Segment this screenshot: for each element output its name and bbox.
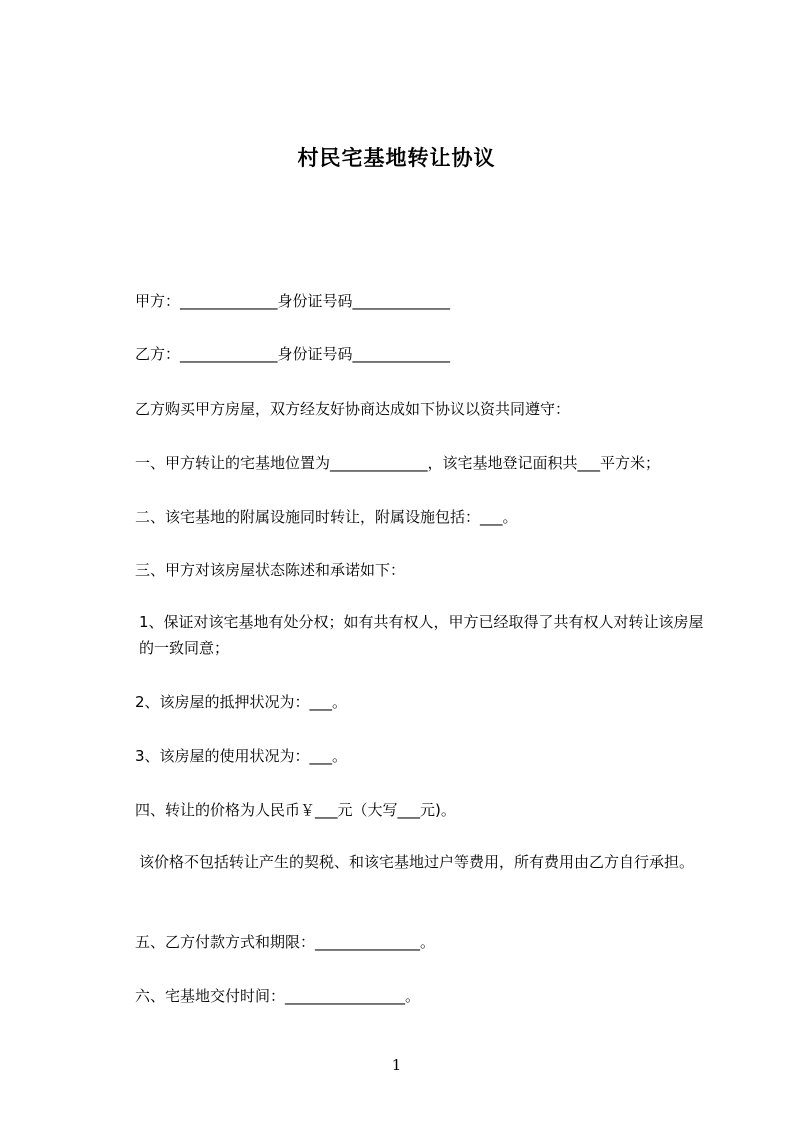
clause-5: 五、乙方付款方式和期限：______________。 <box>135 933 436 951</box>
clause-3-item-1-text: 1、保证对该宅基地有处分权；如有共有权人，甲方已经取得了共有权人对转让该房屋的一致同意； <box>139 613 704 657</box>
party-a-line: 甲方：_____________身份证号码_____________ <box>135 292 451 310</box>
price-note-text: 该价格不包括转让产生的契税、和该宅基地过户等费用，所有费用由乙方自行承担。 <box>139 853 695 871</box>
clause-4: 四、转让的价格为人民币￥___元（大写___元)。 <box>135 801 456 819</box>
document-title: 村民宅基地转让协议 <box>297 146 496 170</box>
price-note <box>102 849 709 875</box>
clause-3-item-1 <box>102 609 709 661</box>
clause-3-item-3: 3、该房屋的使用状况为：___。 <box>135 747 348 765</box>
preamble-paragraph: 乙方购买甲方房屋，双方经友好协商达成如下协议以资共同遵守： <box>135 400 571 418</box>
clause-6: 六、宅基地交付时间：________________。 <box>135 987 421 1005</box>
clause-3: 三、甲方对该房屋状态陈述和承诺如下： <box>135 561 406 579</box>
clause-1: 一、甲方转让的宅基地位置为_____________，该宅基地登记面积共___平方米； <box>135 454 661 472</box>
page-number: 1 <box>391 1056 402 1074</box>
clause-3-item-2: 2、该房屋的抵押状况为：___。 <box>135 693 348 711</box>
party-b-line: 乙方：_____________身份证号码_____________ <box>135 345 451 363</box>
clause-2: 二、该宅基地的附属设施同时转让，附属设施包括：___。 <box>135 508 518 526</box>
